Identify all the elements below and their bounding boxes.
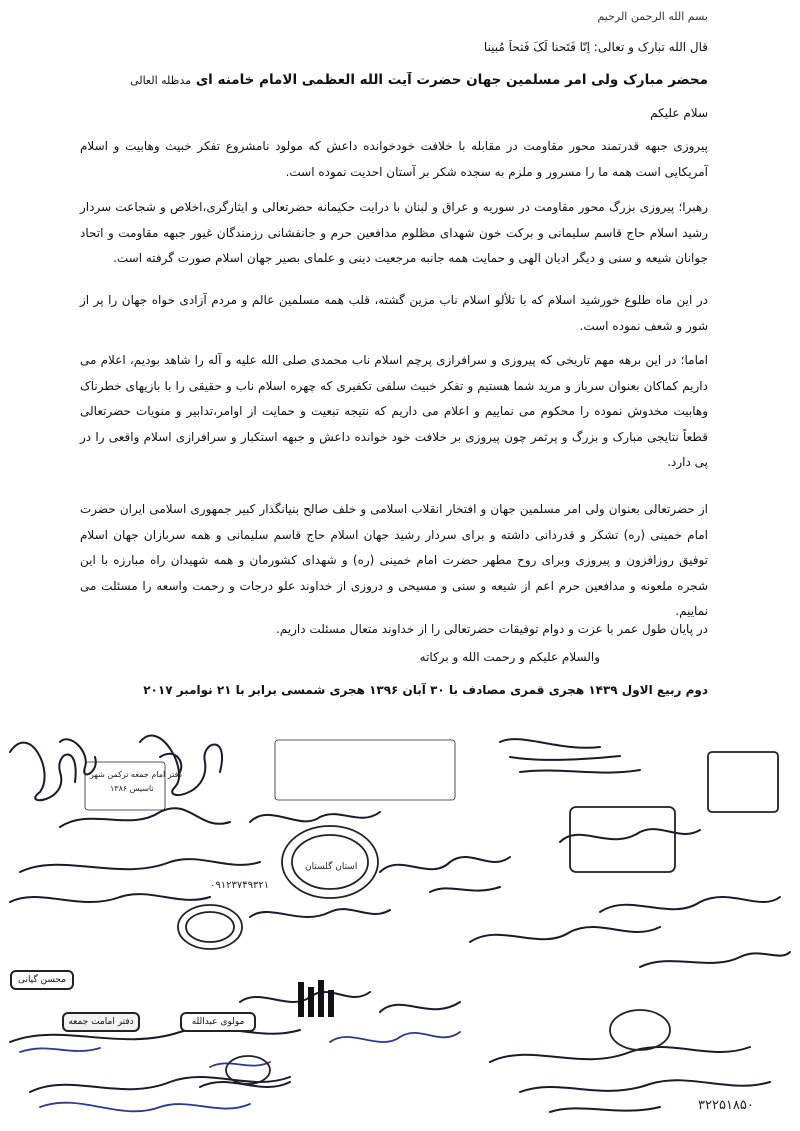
stamp-office: دفتر امامت جمعه <box>68 1017 134 1027</box>
stamp-cleric: مولوی عبدالله <box>191 1017 245 1027</box>
stamp-text-3: استان گلستان <box>305 862 358 872</box>
basmala: بسم الله الرحمن الرحیم <box>597 10 708 23</box>
closing-salutation: والسلام علیکم و رحمت الله و برکاته <box>419 650 600 664</box>
phone-number: ۰۹۱۲۳۷۴۹۳۲۱ <box>210 880 270 891</box>
signatures-area <box>0 712 800 1131</box>
paragraph-1: پیروزی جبهه قدرتمند محور مقاومت در مقابله با خلافت خودخوانده داعش که مولود نامشروع تفکر خبیث وهابیت و اسلام آمریکایی است همه ما را مسرور و ملزم به سجده شکر بر آستان احدیت نموده است. <box>80 139 708 179</box>
stamp-cleric-box <box>180 1012 256 1032</box>
quran-verse: قال الله تبارک و تعالی: اِنّا فَتَحنا لَکَ فَتحاً مُبینا <box>483 40 708 54</box>
address-suffix: مدظله العالی <box>130 74 192 87</box>
stamp-text-2: تاسیس ۱۳۸۶ <box>110 784 154 793</box>
paragraph-4: اماما؛ در این برهه مهم تاریخی که پیروزی و سرافرازی پرچم اسلام ناب محمدی صلی الله علیه و آله را شاهد بودیم، اعلام می داریم کماکان بعنوان سرباز و مرید شما هستیم و تفکر خبیث سلفی تکفیری که چهره اسلام ناب و حقیقی را با بازیهای خطرناک وهابیت مخدوش نموده را محکوم می نماییم و اعلام می داریم که نتیجه تبعیت و حمایت از اوامر،تدابیر و منویات حضرتعالی قطعاً نتایجی مبارک و بزرگ و پرثمر چون پیروزی بر خلافت خود خوانده داعش و جبهه استکبار و سرافرازی اسلام واقعی را در پی دارد. <box>80 353 708 469</box>
stamp-name-box <box>10 970 74 990</box>
letter-date: دوم ربیع الاول ۱۴۳۹ هجری قمری مصادف با ۳۰ آبان ۱۳۹۶ هجری شمسی برابر با ۲۱ نوامبر ۲۰۱۷ <box>143 683 708 697</box>
stamp-name: محسن گیانی <box>17 975 67 985</box>
code-number: ۳۲۲۵۱۸۵۰ <box>698 1098 754 1113</box>
paragraph-5: از حضرتعالی بعنوان ولی امر مسلمین جهان و افتخار انقلاب اسلامی و خلف صالح بنیانگذار کبیر جمهوری اسلامی ایران حضرت امام خمینی (ره) تشکر و قدردانی داشته و برای سردار رشید جهان اسلام حاج قاسم سلیمانی و همه سربازان جهان اسلام توفیق روزافزون و پیروزی وبرای روح مطهر حضرت امام خمینی (ره) و شهدای کشورمان و همه شهیدان راه مبارزه با این شجره ملعونه و مدافعین حرم اعم از شیعه و سنی و مسیحی و دروزی از خداوند علو درجات و رحمت واسعه را مسئلت می نماییم. <box>80 502 708 618</box>
paragraph-6: در پایان طول عمر با عزت و دوام توفیقات حضرتعالی را از خداوند متعال مسئلت داریم. <box>275 622 708 636</box>
paragraph-3: در این ماه طلوع خورشید اسلام که با تلألو اسلام ناب مزین گشته، قلب همه مسلمین عالم و مردم آزادی خواه جهان را پر از شور و شعف نموده است. <box>80 293 708 333</box>
stamp-text-1: دفتر امام جمعه ترکمن شهر <box>90 770 182 779</box>
stamp-office-box <box>62 1012 140 1032</box>
address-text: محضر مبارک ولی امر مسلمین جهان حضرت آیت الله العظمی الامام خامنه ای <box>195 72 708 88</box>
greeting: سلام علیکم <box>650 106 708 120</box>
letter-address <box>80 72 708 88</box>
paragraph-2: رهبرا؛ پیروزی بزرگ محور مقاومت در سوریه و عراق و لبنان با درایت حکیمانه حضرتعالی و ایثارگری،اخلاص و شجاعت سردار رشید اسلام حاج قاسم سلیمانی و برکت خون شهدای مظلوم مدافعین حرم و جانفشانی رزمندگان غیور جبهه مقاومت و اتحاد جوانان شیعه و سنی و دیگر ادیان الهی و حمایت همه جانبه مرجعیت دینی و علمای بصیر جهان اسلام صورت گرفته است. <box>80 200 708 265</box>
